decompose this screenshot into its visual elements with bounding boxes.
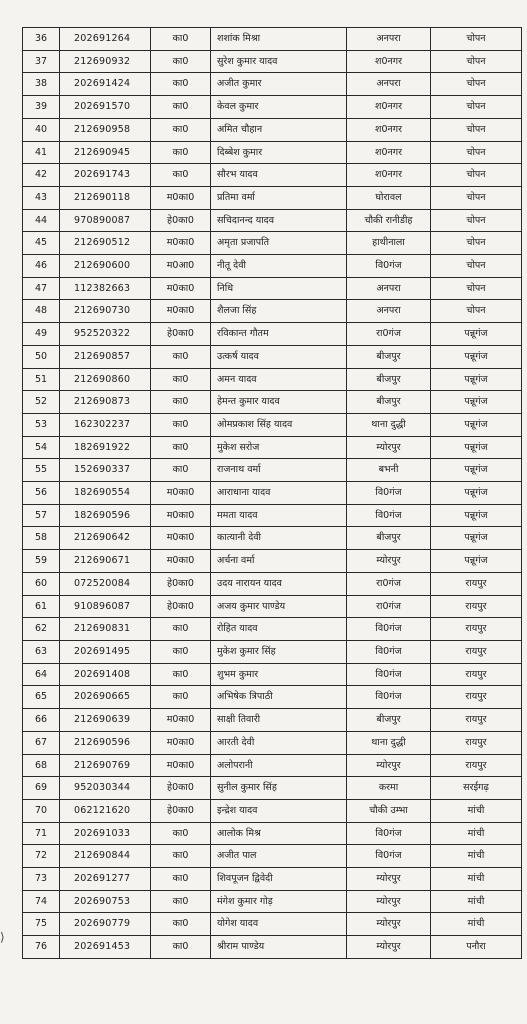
to-station-cell: रायपुर (431, 595, 522, 618)
to-station-cell: पन्नूगंज (431, 413, 522, 436)
pno-cell: 212690844 (60, 845, 151, 868)
serial-number-cell: 50 (23, 345, 60, 368)
serial-number-cell: 46 (23, 255, 60, 278)
pno-cell: 212690945 (60, 141, 151, 164)
serial-number-cell: 43 (23, 186, 60, 209)
rank-cell: का0 (151, 345, 211, 368)
name-cell: अजय कुमार पाण्डेय (211, 595, 347, 618)
table-row (23, 822, 522, 845)
to-station-cell: पन्नूगंज (431, 323, 522, 346)
pno-cell: 970890087 (60, 209, 151, 232)
rank-cell: हे0का0 (151, 799, 211, 822)
pno-cell: 212690671 (60, 550, 151, 573)
rank-cell: म0का0 (151, 232, 211, 255)
name-cell: श्रीराम पाण्डेय (211, 936, 347, 959)
rank-cell: का0 (151, 640, 211, 663)
pno-cell: 072520084 (60, 572, 151, 595)
pno-cell: 202690779 (60, 913, 151, 936)
name-cell: शिवपूजन द्विवेदी (211, 868, 347, 891)
rank-cell: का0 (151, 845, 211, 868)
name-cell: इन्द्रेश यादव (211, 799, 347, 822)
table-row (23, 482, 522, 505)
to-station-cell: पन्नूगंज (431, 527, 522, 550)
rank-cell: म0का0 (151, 709, 211, 732)
table-row (23, 550, 522, 573)
serial-number-cell: 55 (23, 459, 60, 482)
to-station-cell: रायपुर (431, 754, 522, 777)
pno-cell: 212690512 (60, 232, 151, 255)
from-station-cell: श0नगर (347, 141, 431, 164)
table-row (23, 595, 522, 618)
pno-cell: 212690118 (60, 186, 151, 209)
to-station-cell: रायपुर (431, 709, 522, 732)
name-cell: अमन यादव (211, 368, 347, 391)
table-row (23, 209, 522, 232)
rank-cell: म0का0 (151, 527, 211, 550)
table-row (23, 368, 522, 391)
to-station-cell: चोपन (431, 300, 522, 323)
table-row (23, 50, 522, 73)
to-station-cell: मांची (431, 913, 522, 936)
rank-cell: का0 (151, 73, 211, 96)
rank-cell: का0 (151, 436, 211, 459)
serial-number-cell: 59 (23, 550, 60, 573)
pno-cell: 182690554 (60, 482, 151, 505)
rank-cell: म0का0 (151, 186, 211, 209)
rank-cell: म0का0 (151, 754, 211, 777)
transfer-table (22, 27, 522, 959)
from-station-cell: वि0गंज (347, 504, 431, 527)
pno-cell: 202690753 (60, 890, 151, 913)
to-station-cell: पन्नूगंज (431, 391, 522, 414)
rank-cell: का0 (151, 141, 211, 164)
rank-cell: का0 (151, 164, 211, 187)
serial-number-cell: 49 (23, 323, 60, 346)
from-station-cell: वि0गंज (347, 255, 431, 278)
to-station-cell: रायपुर (431, 618, 522, 641)
from-station-cell: म्योरपुर (347, 936, 431, 959)
pno-cell: 202691570 (60, 96, 151, 119)
transfer-list-sheet (22, 27, 521, 959)
to-station-cell: मांची (431, 822, 522, 845)
from-station-cell: चौकी रानीडीह (347, 209, 431, 232)
to-station-cell: रायपुर (431, 686, 522, 709)
table-row (23, 527, 522, 550)
rank-cell: म0का0 (151, 300, 211, 323)
pno-cell: 062121620 (60, 799, 151, 822)
serial-number-cell: 57 (23, 504, 60, 527)
pno-cell: 202691277 (60, 868, 151, 891)
name-cell: कात्यानी देवी (211, 527, 347, 550)
serial-number-cell: 60 (23, 572, 60, 595)
table-row (23, 73, 522, 96)
from-station-cell: म्योरपुर (347, 868, 431, 891)
table-row (23, 936, 522, 959)
table-row (23, 141, 522, 164)
from-station-cell: म्योरपुर (347, 550, 431, 573)
name-cell: अजीत पाल (211, 845, 347, 868)
serial-number-cell: 42 (23, 164, 60, 187)
rank-cell: का0 (151, 368, 211, 391)
name-cell: ममता यादव (211, 504, 347, 527)
table-row (23, 277, 522, 300)
pno-cell: 202690665 (60, 686, 151, 709)
serial-number-cell: 53 (23, 413, 60, 436)
name-cell: दिब्बेश कुमार (211, 141, 347, 164)
to-station-cell: पन्नूगंज (431, 459, 522, 482)
rank-cell: हे0का0 (151, 323, 211, 346)
name-cell: अभिषेक त्रिपाठी (211, 686, 347, 709)
from-station-cell: रा0गंज (347, 323, 431, 346)
pno-cell: 162302237 (60, 413, 151, 436)
name-cell: सचिदानन्द यादव (211, 209, 347, 232)
from-station-cell: बीजपुर (347, 345, 431, 368)
from-station-cell: थाना दुद्धी (347, 413, 431, 436)
pno-cell: 212690600 (60, 255, 151, 278)
to-station-cell: पन्नूगंज (431, 504, 522, 527)
from-station-cell: वि0गंज (347, 640, 431, 663)
table-row (23, 28, 522, 51)
table-row (23, 300, 522, 323)
to-station-cell: पनौरा (431, 936, 522, 959)
to-station-cell: पन्नूगंज (431, 482, 522, 505)
table-row (23, 436, 522, 459)
name-cell: ओमप्रकाश सिंह यादव (211, 413, 347, 436)
pno-cell: 910896087 (60, 595, 151, 618)
serial-number-cell: 73 (23, 868, 60, 891)
from-station-cell: वि0गंज (347, 822, 431, 845)
name-cell: अर्चना वर्मा (211, 550, 347, 573)
pno-cell: 212690639 (60, 709, 151, 732)
serial-number-cell: 56 (23, 482, 60, 505)
table-body (23, 28, 522, 959)
rank-cell: का0 (151, 413, 211, 436)
pno-cell: 202691453 (60, 936, 151, 959)
name-cell: सुनील कुमार सिंह (211, 777, 347, 800)
rank-cell: का0 (151, 96, 211, 119)
to-station-cell: चोपन (431, 50, 522, 73)
rank-cell: हे0का0 (151, 572, 211, 595)
from-station-cell: घोरावल (347, 186, 431, 209)
margin-mark: ⟩ (0, 930, 5, 944)
name-cell: नीतू देवी (211, 255, 347, 278)
from-station-cell: बीजपुर (347, 368, 431, 391)
to-station-cell: चोपन (431, 209, 522, 232)
to-station-cell: पन्नूगंज (431, 368, 522, 391)
to-station-cell: रायपुर (431, 572, 522, 595)
name-cell: शैलजा सिंह (211, 300, 347, 323)
pno-cell: 212690958 (60, 118, 151, 141)
name-cell: रोहित यादव (211, 618, 347, 641)
from-station-cell: श0नगर (347, 118, 431, 141)
from-station-cell: अनपरा (347, 73, 431, 96)
from-station-cell: म्योरपुर (347, 890, 431, 913)
serial-number-cell: 71 (23, 822, 60, 845)
rank-cell: म0का0 (151, 504, 211, 527)
name-cell: मुकेश कुमार सिंह (211, 640, 347, 663)
from-station-cell: बीजपुर (347, 391, 431, 414)
table-row (23, 459, 522, 482)
name-cell: निधि (211, 277, 347, 300)
pno-cell: 212690831 (60, 618, 151, 641)
name-cell: आरती देवी (211, 731, 347, 754)
pno-cell: 202691743 (60, 164, 151, 187)
from-station-cell: श0नगर (347, 50, 431, 73)
name-cell: आलोक मिश्र (211, 822, 347, 845)
name-cell: अमृता प्रजापति (211, 232, 347, 255)
serial-number-cell: 63 (23, 640, 60, 663)
name-cell: सुरेश कुमार यादव (211, 50, 347, 73)
rank-cell: का0 (151, 868, 211, 891)
serial-number-cell: 39 (23, 96, 60, 119)
to-station-cell: मांची (431, 890, 522, 913)
table-row (23, 96, 522, 119)
pno-cell: 202691495 (60, 640, 151, 663)
to-station-cell: चोपन (431, 73, 522, 96)
rank-cell: म0का0 (151, 550, 211, 573)
to-station-cell: चोपन (431, 277, 522, 300)
to-station-cell: चोपन (431, 186, 522, 209)
to-station-cell: चोपन (431, 164, 522, 187)
pno-cell: 202691033 (60, 822, 151, 845)
from-station-cell: अनपरा (347, 300, 431, 323)
rank-cell: का0 (151, 913, 211, 936)
name-cell: अमित चौहान (211, 118, 347, 141)
from-station-cell: श0नगर (347, 164, 431, 187)
pno-cell: 952520322 (60, 323, 151, 346)
from-station-cell: बभनी (347, 459, 431, 482)
pno-cell: 202691408 (60, 663, 151, 686)
from-station-cell: अनपरा (347, 277, 431, 300)
serial-number-cell: 36 (23, 28, 60, 51)
pno-cell: 212690873 (60, 391, 151, 414)
table-row (23, 640, 522, 663)
rank-cell: हे0का0 (151, 209, 211, 232)
from-station-cell: वि0गंज (347, 663, 431, 686)
to-station-cell: मांची (431, 845, 522, 868)
name-cell: आराधाना यादव (211, 482, 347, 505)
serial-number-cell: 52 (23, 391, 60, 414)
from-station-cell: अनपरा (347, 28, 431, 51)
from-station-cell: म्योरपुर (347, 913, 431, 936)
pno-cell: 212690932 (60, 50, 151, 73)
pno-cell: 182690596 (60, 504, 151, 527)
name-cell: मंगेश कुमार गोड़ (211, 890, 347, 913)
to-station-cell: पन्नूगंज (431, 436, 522, 459)
to-station-cell: रायपुर (431, 640, 522, 663)
pno-cell: 212690857 (60, 345, 151, 368)
rank-cell: का0 (151, 618, 211, 641)
rank-cell: म0का0 (151, 731, 211, 754)
from-station-cell: रा0गंज (347, 595, 431, 618)
table-row (23, 232, 522, 255)
pno-cell: 202691424 (60, 73, 151, 96)
table-row (23, 709, 522, 732)
table-row (23, 255, 522, 278)
serial-number-cell: 37 (23, 50, 60, 73)
name-cell: केवल कुमार (211, 96, 347, 119)
table-row (23, 391, 522, 414)
serial-number-cell: 54 (23, 436, 60, 459)
name-cell: योगेश यादव (211, 913, 347, 936)
serial-number-cell: 65 (23, 686, 60, 709)
from-station-cell: म्योरपुर (347, 754, 431, 777)
rank-cell: का0 (151, 686, 211, 709)
serial-number-cell: 38 (23, 73, 60, 96)
rank-cell: का0 (151, 459, 211, 482)
rank-cell: म0का0 (151, 277, 211, 300)
serial-number-cell: 61 (23, 595, 60, 618)
to-station-cell: चोपन (431, 96, 522, 119)
rank-cell: हे0का0 (151, 777, 211, 800)
to-station-cell: सरईगढ़ (431, 777, 522, 800)
table-row (23, 186, 522, 209)
name-cell: राजनाथ वर्मा (211, 459, 347, 482)
serial-number-cell: 70 (23, 799, 60, 822)
pno-cell: 952030344 (60, 777, 151, 800)
serial-number-cell: 67 (23, 731, 60, 754)
rank-cell: का0 (151, 890, 211, 913)
name-cell: उत्कर्ष यादव (211, 345, 347, 368)
from-station-cell: बीजपुर (347, 709, 431, 732)
name-cell: हेमन्त कुमार यादव (211, 391, 347, 414)
from-station-cell: वि0गंज (347, 686, 431, 709)
table-row (23, 799, 522, 822)
name-cell: अजीत कुमार (211, 73, 347, 96)
table-row (23, 663, 522, 686)
rank-cell: का0 (151, 822, 211, 845)
to-station-cell: चोपन (431, 28, 522, 51)
from-station-cell: हाथीनाला (347, 232, 431, 255)
rank-cell: का0 (151, 936, 211, 959)
table-row (23, 504, 522, 527)
rank-cell: का0 (151, 118, 211, 141)
serial-number-cell: 69 (23, 777, 60, 800)
serial-number-cell: 76 (23, 936, 60, 959)
name-cell: साक्षी तिवारी (211, 709, 347, 732)
name-cell: रविकान्त गौतम (211, 323, 347, 346)
name-cell: उदय नारायन यादव (211, 572, 347, 595)
name-cell: मुकेश सरोज (211, 436, 347, 459)
to-station-cell: रायपुर (431, 731, 522, 754)
pno-cell: 212690596 (60, 731, 151, 754)
pno-cell: 212690769 (60, 754, 151, 777)
to-station-cell: चोपन (431, 255, 522, 278)
name-cell: प्रतिमा वर्मा (211, 186, 347, 209)
rank-cell: का0 (151, 391, 211, 414)
rank-cell: का0 (151, 663, 211, 686)
table-row (23, 777, 522, 800)
to-station-cell: मांची (431, 799, 522, 822)
serial-number-cell: 51 (23, 368, 60, 391)
to-station-cell: पन्नूगंज (431, 550, 522, 573)
serial-number-cell: 74 (23, 890, 60, 913)
rank-cell: म0का0 (151, 482, 211, 505)
to-station-cell: चोपन (431, 141, 522, 164)
from-station-cell: बीजपुर (347, 527, 431, 550)
from-station-cell: वि0गंज (347, 482, 431, 505)
serial-number-cell: 44 (23, 209, 60, 232)
to-station-cell: चोपन (431, 232, 522, 255)
serial-number-cell: 47 (23, 277, 60, 300)
rank-cell: का0 (151, 28, 211, 51)
serial-number-cell: 72 (23, 845, 60, 868)
table-row (23, 754, 522, 777)
serial-number-cell: 40 (23, 118, 60, 141)
from-station-cell: करमा (347, 777, 431, 800)
pno-cell: 182691922 (60, 436, 151, 459)
serial-number-cell: 68 (23, 754, 60, 777)
table-row (23, 686, 522, 709)
serial-number-cell: 41 (23, 141, 60, 164)
serial-number-cell: 58 (23, 527, 60, 550)
table-row (23, 118, 522, 141)
table-row (23, 890, 522, 913)
serial-number-cell: 64 (23, 663, 60, 686)
name-cell: सौरभ यादव (211, 164, 347, 187)
table-row (23, 164, 522, 187)
serial-number-cell: 62 (23, 618, 60, 641)
pno-cell: 202691264 (60, 28, 151, 51)
from-station-cell: वि0गंज (347, 845, 431, 868)
from-station-cell: रा0गंज (347, 572, 431, 595)
pno-cell: 212690642 (60, 527, 151, 550)
from-station-cell: म्योरपुर (347, 436, 431, 459)
rank-cell: हे0का0 (151, 595, 211, 618)
serial-number-cell: 75 (23, 913, 60, 936)
to-station-cell: पन्नूगंज (431, 345, 522, 368)
name-cell: शशांक मिश्रा (211, 28, 347, 51)
serial-number-cell: 48 (23, 300, 60, 323)
pno-cell: 212690730 (60, 300, 151, 323)
from-station-cell: थाना दुद्धी (347, 731, 431, 754)
serial-number-cell: 66 (23, 709, 60, 732)
rank-cell: का0 (151, 50, 211, 73)
to-station-cell: चोपन (431, 118, 522, 141)
from-station-cell: श0नगर (347, 96, 431, 119)
table-row (23, 913, 522, 936)
table-row (23, 731, 522, 754)
table-row (23, 572, 522, 595)
pno-cell: 212690860 (60, 368, 151, 391)
name-cell: शुभम कुमार (211, 663, 347, 686)
table-row (23, 323, 522, 346)
pno-cell: 152690337 (60, 459, 151, 482)
name-cell: अलोपरानी (211, 754, 347, 777)
table-row (23, 868, 522, 891)
from-station-cell: चौकी उम्भा (347, 799, 431, 822)
rank-cell: म0आ0 (151, 255, 211, 278)
from-station-cell: वि0गंज (347, 618, 431, 641)
to-station-cell: रायपुर (431, 663, 522, 686)
serial-number-cell: 45 (23, 232, 60, 255)
table-row (23, 618, 522, 641)
pno-cell: 112382663 (60, 277, 151, 300)
table-row (23, 345, 522, 368)
table-row (23, 413, 522, 436)
table-row (23, 845, 522, 868)
to-station-cell: मांची (431, 868, 522, 891)
